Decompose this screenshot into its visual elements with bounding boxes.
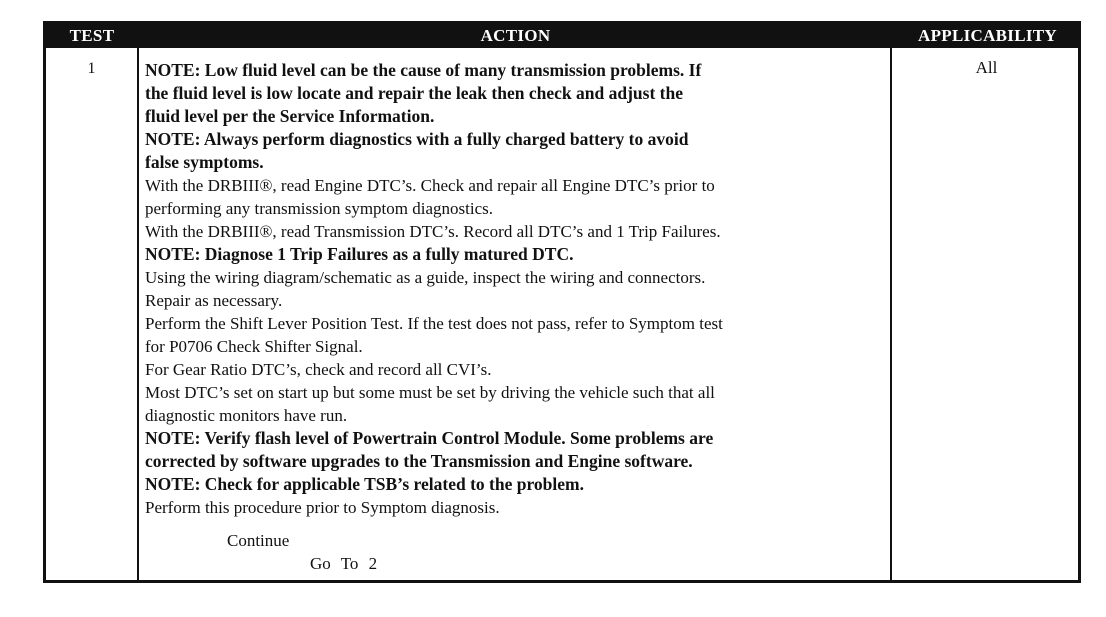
action-cell [145,59,887,519]
diagnostic-table [43,21,1081,583]
header-action: ACTION [480,26,551,45]
goto-target: 2 [368,554,378,573]
header-test: TEST [69,26,115,45]
header-applicability: APPLICABILITY [918,26,1057,45]
note-line: NOTE: Always perform diagnostics with a fully charged battery to avoid [145,129,689,149]
applicability-value: All [975,58,998,77]
note-line: NOTE: Low fluid level can be the cause of many transmission problems. If [145,60,702,80]
instruction-line: Perform the Shift Lever Position Test. If the test does not pass, refer to Symptom test [145,314,723,333]
note-line: false symptoms. [145,152,264,172]
instruction-line: diagnostic monitors have run. [145,406,348,425]
goto-label: Go To [310,554,359,573]
table-header [46,24,1078,48]
note-line: corrected by software upgrades to the Transmission and Engine software. [145,451,693,471]
note-line: NOTE: Verify flash level of Powertrain Control Module. Some problems are [145,428,714,448]
instruction-line: For Gear Ratio DTC’s, check and record all CVI’s. [145,360,492,379]
note-line: NOTE: Diagnose 1 Trip Failures as a fully matured DTC. [145,244,574,264]
note-line: NOTE: Check for applicable TSB’s related to the problem. [145,474,584,494]
instruction-line: for P0706 Check Shifter Signal. [145,337,363,356]
column-divider [890,48,892,580]
instruction-line: Most DTC’s set on start up but some must be set by driving the vehicle such that all [145,383,715,402]
instruction-line: Using the wiring diagram/schematic as a guide, inspect the wiring and connectors. [145,268,706,287]
instruction-line: With the DRBIII®, read Engine DTC’s. Check and repair all Engine DTC’s prior to [145,176,715,195]
note-line: the fluid level is low locate and repair the leak then check and adjust the [145,83,683,103]
instruction-line: With the DRBIII®, read Transmission DTC’s. Record all DTC’s and 1 Trip Failures. [145,222,721,241]
test-number: 1 [87,60,96,77]
instruction-line: performing any transmission symptom diagnostics. [145,199,493,218]
continue-label: Continue [227,531,290,550]
goto-instruction [310,554,377,574]
column-divider [137,48,139,580]
instruction-line: Perform this procedure prior to Symptom diagnosis. [145,498,500,517]
note-line: fluid level per the Service Information. [145,106,435,126]
instruction-line: Repair as necessary. [145,291,283,310]
